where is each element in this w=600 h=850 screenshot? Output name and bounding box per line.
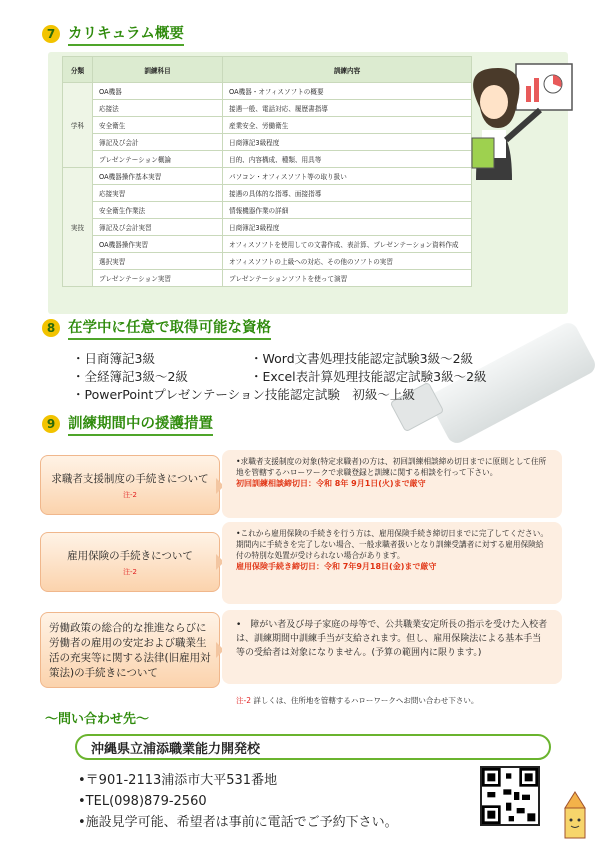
subject-cell: 簿記及び会計	[93, 134, 223, 151]
section-title: 在学中に任意で取得可能な資格	[68, 316, 271, 340]
subject-cell: OA機器操作基本実習	[93, 168, 223, 185]
table-row	[63, 83, 472, 100]
contact-heading: ～問い合わせ先～	[45, 712, 150, 727]
content-cell: パソコン・オフィスソフト等の取り扱い	[223, 168, 472, 185]
content-cell: OA機器・オフィスソフトの概要	[223, 83, 472, 100]
section-7-heading	[42, 22, 184, 46]
footnote-text: 詳しくは、住所地を管轄するハローワークへお問い合わせ下さい。	[253, 696, 479, 705]
col-category: 分類	[63, 57, 93, 83]
section-number: 7	[42, 25, 60, 43]
subject-cell: 安全衛生作業法	[93, 202, 223, 219]
content-cell: 情報機器作業の詳細	[223, 202, 472, 219]
content-cell: 日商簿記3級程度	[223, 219, 472, 236]
subject-cell: プレゼンテーション概論	[93, 151, 223, 168]
support-label: 求職者支援制度の手続きについて	[51, 472, 209, 485]
section-number: 8	[42, 319, 60, 337]
section-8-heading	[42, 316, 271, 340]
category-cell: 学科	[63, 83, 93, 168]
address: •〒901-2113浦添市大平531番地	[78, 773, 278, 788]
support-deadline: 初回訓練相談締切日：令和 8年 9月1日(火)まで厳守	[236, 479, 426, 488]
support-note: 注-2	[123, 490, 137, 499]
table-row	[63, 100, 472, 117]
support-label-box	[40, 612, 220, 688]
pencil-mascot-icon	[555, 790, 595, 845]
section-number: 9	[42, 415, 60, 433]
content-cell: 目的、内容構成、種類、用具等	[223, 151, 472, 168]
phone-number: •TEL(098)879-2560	[78, 794, 207, 809]
category-cell: 実技	[63, 168, 93, 287]
curriculum-table	[62, 56, 472, 287]
support-text: • 障がい者及び母子家庭の母等で、公共職業安定所長の指示を受けた入校者は、訓練期間中訓練手当が支給されます。但し、雇用保険法による基本手当等の受給者は対象になりません。(予算の範囲内に限ります。)	[236, 620, 548, 658]
table-row	[63, 270, 472, 287]
support-label-box	[40, 455, 220, 515]
table-row	[63, 117, 472, 134]
content-cell: プレゼンテーションソフトを使って演習	[223, 270, 472, 287]
list-item: ・Word文書処理技能認定試験3級～2級	[250, 351, 474, 366]
subject-cell: OA機器操作実習	[93, 236, 223, 253]
subject-cell: 応接法	[93, 100, 223, 117]
table-row	[63, 151, 472, 168]
content-cell: 産業安全、労働衛生	[223, 117, 472, 134]
content-cell: 日商簿記3級程度	[223, 134, 472, 151]
list-item: ・全経簿記3級～2級	[72, 369, 188, 384]
list-item: ・日商簿記3級	[72, 351, 155, 366]
content-cell: 接遇一般、電話対応、履歴書指導	[223, 100, 472, 117]
table-row	[63, 202, 472, 219]
support-note: 注-2	[123, 567, 137, 576]
support-label-box	[40, 532, 220, 592]
subject-cell: OA機器	[93, 83, 223, 100]
col-subject: 訓練科目	[93, 57, 223, 83]
support-text: •これから雇用保険の手続きを行う方は、雇用保険手続き締切日までに完了してください。期間内に手続きを完了しない場合、一般求職者扱いとなり訓練受講者に対する雇用保険給付の特別な処置が受けられない場合があります。	[236, 529, 549, 560]
footnote-mark: 注-2	[236, 696, 251, 705]
table-row	[63, 185, 472, 202]
subject-cell: プレゼンテーション実習	[93, 270, 223, 287]
table-row	[63, 253, 472, 270]
school-name: 沖縄県立浦添職業能力開発校	[75, 734, 551, 760]
qr-code[interactable]	[480, 766, 540, 826]
subject-cell: 応接実習	[93, 185, 223, 202]
footnote	[236, 695, 478, 706]
support-description	[222, 522, 562, 604]
support-deadline: 雇用保険手続き締切日：令和 7年9月18日(金)まで厳守	[236, 562, 437, 571]
teacher-illustration	[450, 60, 590, 200]
list-item: ・PowerPointプレゼンテーション技能認定試験 初級～上級	[72, 387, 415, 402]
qualification-list	[72, 350, 487, 404]
col-content: 訓練内容	[223, 57, 472, 83]
support-text: •求職者支援制度の対象(特定求職者)の方は、初回訓練相談締め切日までに原則として住所地を管轄するハローワークで求職登録と訓練に関する相談を行って下さい。	[236, 457, 547, 477]
support-label: 労働政策の総合的な推進ならびに労働者の雇用の安定および職業生活の充実等に関する法律(旧雇用対策法)の手続きについて	[49, 622, 211, 679]
table-row	[63, 219, 472, 236]
subject-cell: 簿記及び会計実習	[93, 219, 223, 236]
section-9-heading	[42, 412, 213, 436]
table-row	[63, 134, 472, 151]
content-cell: オフィスソフトを使用しての文書作成、表計算、プレゼンテーション資料作成	[223, 236, 472, 253]
subject-cell: 安全衛生	[93, 117, 223, 134]
visit-note: •施設見学可能、希望者は事前に電話でご予約下さい。	[78, 815, 398, 830]
subject-cell: 選択実習	[93, 253, 223, 270]
content-cell: オフィスソフトの上級への対応、その他のソフトの実習	[223, 253, 472, 270]
support-description	[222, 610, 562, 684]
content-cell: 接遇の具体的な指導、面接指導	[223, 185, 472, 202]
table-row	[63, 168, 472, 185]
list-item: ・Excel表計算処理技能認定試験3級～2級	[250, 369, 487, 384]
table-row	[63, 236, 472, 253]
section-title: 訓練期間中の援護措置	[68, 412, 213, 436]
support-label: 雇用保険の手続きについて	[67, 549, 193, 562]
section-title: カリキュラム概要	[68, 22, 184, 46]
support-description	[222, 450, 562, 518]
contact-details	[78, 770, 398, 833]
